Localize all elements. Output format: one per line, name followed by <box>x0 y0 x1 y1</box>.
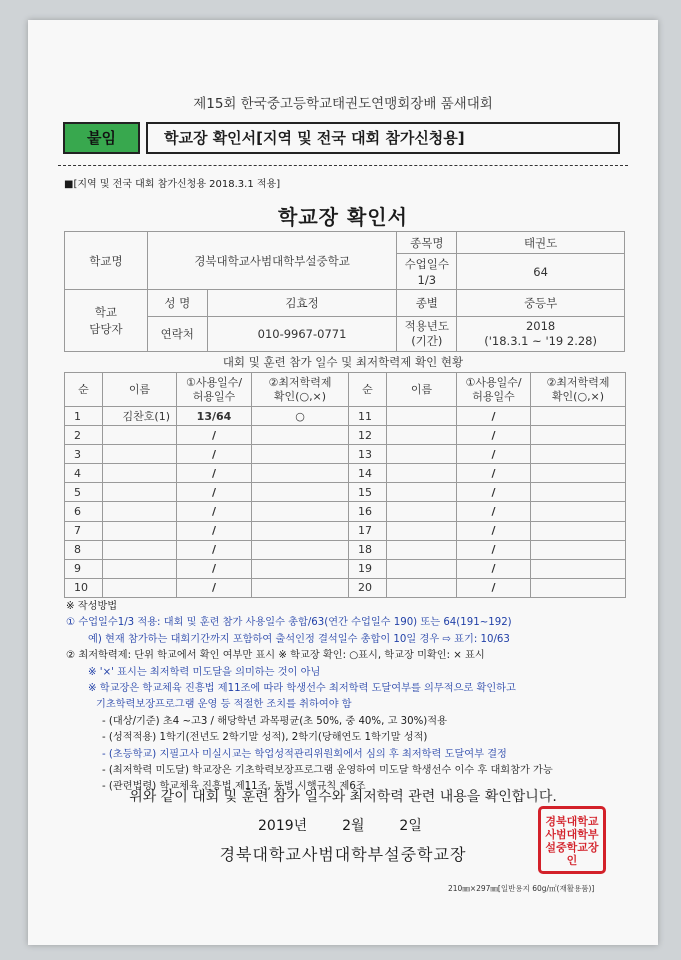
info-table <box>64 231 625 352</box>
method-line: ② 최저학력제: 단위 학교에서 확인 여부만 표시 ※ 학교장 확인: ○표시, 학교장 미확인: × 표시 <box>66 650 485 662</box>
writing-method-section <box>66 599 641 796</box>
row-min-cell: ○ <box>252 407 349 426</box>
principal-signature-line: 경북대학교사범대학부설중학교장 <box>219 845 467 864</box>
row-days-cell: / <box>457 521 531 540</box>
row-no-cell: 8 <box>65 540 103 559</box>
method-line: - (대상/기준) 초4 ~고3 / 해당학년 과목평균(초 50%, 중 40%, 고 30%)적용 <box>102 715 447 727</box>
row-min-cell <box>531 464 626 483</box>
row-days-cell: / <box>457 578 531 597</box>
date-day: 2일 <box>399 818 422 834</box>
row-min-cell <box>531 578 626 597</box>
table-row <box>65 540 626 559</box>
row-min-cell <box>531 559 626 578</box>
contact-label: 연락처 <box>147 317 207 352</box>
row-no-cell: 18 <box>349 540 387 559</box>
method-line: - (최저학력 미도달) 학교장은 기초학력보장프로그램 운영하여 미도달 학생선수 이수 후 대회참가 가능 <box>102 765 553 777</box>
row-days-cell: / <box>177 559 252 578</box>
row-min-cell <box>531 521 626 540</box>
row-no-cell: 17 <box>349 521 387 540</box>
table-row <box>65 407 626 426</box>
row-name-cell <box>103 502 177 521</box>
method-line: - (성적적용) 1학기(전년도 2학기말 성적), 2학기(당해연도 1학기말 성적) <box>102 732 428 744</box>
row-name-cell <box>387 464 457 483</box>
type-value: 중등부 <box>457 290 625 317</box>
row-name-cell <box>387 559 457 578</box>
row-min-cell <box>531 445 626 464</box>
row-name-cell <box>103 464 177 483</box>
col-min-header: ②최저학력제 확인(○,×) <box>531 373 626 407</box>
period-value: 2018 ('18.3.1 ~ '19 2.28) <box>457 317 625 352</box>
row-no-cell: 6 <box>65 502 103 521</box>
row-name-cell: 김찬호(1) <box>103 407 177 426</box>
issue-date <box>258 815 422 835</box>
table-row <box>65 502 626 521</box>
row-min-cell <box>531 426 626 445</box>
row-no-cell: 20 <box>349 578 387 597</box>
row-name-cell <box>103 578 177 597</box>
row-no-cell: 2 <box>65 426 103 445</box>
col-no-header: 순 <box>65 373 103 407</box>
row-days-cell: / <box>177 502 252 521</box>
row-name-cell <box>387 407 457 426</box>
contest-title: 제15회 한국중고등학교태권도연맹회장배 품새대회 <box>193 96 493 112</box>
row-name-cell <box>387 445 457 464</box>
row-name-cell <box>387 521 457 540</box>
row-days-cell: / <box>457 540 531 559</box>
confirmation-text: 위와 같이 대회 및 훈련 참가 일수와 최저학력 관련 내용을 확인합니다. <box>129 789 557 805</box>
method-line: ※ 학교장은 학교체육 진흥법 제11조에 따라 학생선수 최저학력 도달여부를 의무적으로 확인하고 <box>88 683 516 695</box>
seal-text: 경북대학교사범대학부설중학교장인 <box>545 815 599 867</box>
paper-spec-footer: 210㎜×297㎜[일반용지 60g/㎡(재활용품)] <box>448 884 595 893</box>
row-min-cell <box>252 464 349 483</box>
row-name-cell <box>103 445 177 464</box>
school-label: 학교명 <box>65 232 148 290</box>
row-days-cell: / <box>457 502 531 521</box>
row-days-cell: / <box>457 445 531 464</box>
row-min-cell <box>531 407 626 426</box>
attachment-badge: 붙임 <box>63 122 140 154</box>
period-label: 적용년도 (기간) <box>397 317 457 352</box>
header-title: 학교장 확인서[지역 및 전국 대회 참가신청용] <box>146 122 620 154</box>
row-min-cell <box>531 483 626 502</box>
days-label: 수업일수 1/3 <box>397 254 457 290</box>
table-row <box>65 483 626 502</box>
row-days-cell: / <box>177 483 252 502</box>
row-name-cell <box>103 426 177 445</box>
date-year: 2019년 <box>258 818 308 834</box>
table-row <box>65 559 626 578</box>
row-no-cell: 16 <box>349 502 387 521</box>
dashed-divider <box>58 165 628 166</box>
row-name-cell <box>103 559 177 578</box>
table-row <box>65 521 626 540</box>
table-row <box>65 426 626 445</box>
row-no-cell: 15 <box>349 483 387 502</box>
row-no-cell: 1 <box>65 407 103 426</box>
method-line: ※ '×' 표시는 최저학력 미도달을 의미하는 것이 아님 <box>88 666 321 678</box>
section-title: 대회 및 훈련 참가 일수 및 최저학력제 확인 현황 <box>222 355 464 369</box>
type-label: 종별 <box>397 290 457 317</box>
row-no-cell: 3 <box>65 445 103 464</box>
row-no-cell: 13 <box>349 445 387 464</box>
row-name-cell <box>387 426 457 445</box>
method-line: - (관련법령) 학교체육 진흥법 제11조, 동법 시행규칙 제6조 <box>102 781 366 793</box>
row-days-cell: / <box>457 426 531 445</box>
row-min-cell <box>252 483 349 502</box>
col-min-header: ②최저학력제 확인(○,×) <box>252 373 349 407</box>
participation-table <box>64 372 626 598</box>
col-name-header: 이름 <box>387 373 457 407</box>
school-value: 경북대학교사범대학부설중학교 <box>147 232 397 290</box>
row-min-cell <box>252 445 349 464</box>
document-title: 학교장 확인서 <box>278 205 408 229</box>
method-line: ① 수업일수1/3 적용: 대회 및 훈련 참가 사용일수 총합/63(연간 수업일수 190) 또는 64(191~192) <box>66 617 512 629</box>
contact-value: 010-9967-0771 <box>207 317 397 352</box>
row-no-cell: 10 <box>65 578 103 597</box>
row-min-cell <box>252 426 349 445</box>
method-heading: ※ 작성방법 <box>66 601 118 612</box>
row-min-cell <box>252 540 349 559</box>
name-label: 성 명 <box>147 290 207 317</box>
row-days-cell: / <box>177 521 252 540</box>
row-name-cell <box>387 502 457 521</box>
row-no-cell: 12 <box>349 426 387 445</box>
official-seal <box>538 806 606 874</box>
row-min-cell <box>531 540 626 559</box>
row-days-cell: / <box>177 578 252 597</box>
date-month: 2월 <box>342 818 365 834</box>
row-name-cell <box>103 483 177 502</box>
row-days-cell: / <box>177 445 252 464</box>
row-days-cell: / <box>177 426 252 445</box>
row-name-cell <box>103 540 177 559</box>
row-min-cell <box>531 502 626 521</box>
row-name-cell <box>387 540 457 559</box>
form-note: ■[지역 및 전국 대회 참가신청용 2018.3.1 적용] <box>64 179 281 190</box>
row-days-cell: / <box>457 559 531 578</box>
row-min-cell <box>252 502 349 521</box>
row-no-cell: 4 <box>65 464 103 483</box>
col-no-header: 순 <box>349 373 387 407</box>
row-min-cell <box>252 578 349 597</box>
row-no-cell: 14 <box>349 464 387 483</box>
row-days-cell: 13/64 <box>177 407 252 426</box>
method-line: 예) 현재 참가하는 대회기간까지 포함하여 출석인정 결석일수 총합이 10일 경우 ⇨ 표기: 10/63 <box>88 633 510 645</box>
col-days-header: ①사용일수/ 허용일수 <box>177 373 252 407</box>
days-value: 64 <box>457 254 625 290</box>
document-page <box>28 20 658 945</box>
row-days-cell: / <box>457 464 531 483</box>
col-days-header: ①사용일수/ 허용일수 <box>457 373 531 407</box>
manager-label: 학교 담당자 <box>65 290 148 352</box>
row-min-cell <box>252 521 349 540</box>
row-name-cell <box>103 521 177 540</box>
row-no-cell: 9 <box>65 559 103 578</box>
table-row <box>65 578 626 597</box>
row-no-cell: 11 <box>349 407 387 426</box>
row-days-cell: / <box>177 540 252 559</box>
table-row <box>65 464 626 483</box>
event-value: 태권도 <box>457 232 625 254</box>
row-days-cell: / <box>177 464 252 483</box>
event-label: 종목명 <box>397 232 457 254</box>
table-row <box>65 445 626 464</box>
row-days-cell: / <box>457 483 531 502</box>
row-min-cell <box>252 559 349 578</box>
row-no-cell: 19 <box>349 559 387 578</box>
col-name-header: 이름 <box>103 373 177 407</box>
row-no-cell: 5 <box>65 483 103 502</box>
row-days-cell: / <box>457 407 531 426</box>
method-line: - (초등학교) 지필고사 미실시교는 학업성적관리위원회에서 심의 후 최저학력 도달여부 결정 <box>102 748 507 760</box>
method-line: 기초학력보장프로그램 운영 등 적절한 조치를 취하여야 함 <box>96 699 352 711</box>
row-no-cell: 7 <box>65 521 103 540</box>
row-name-cell <box>387 578 457 597</box>
row-name-cell <box>387 483 457 502</box>
name-value: 김효정 <box>207 290 397 317</box>
